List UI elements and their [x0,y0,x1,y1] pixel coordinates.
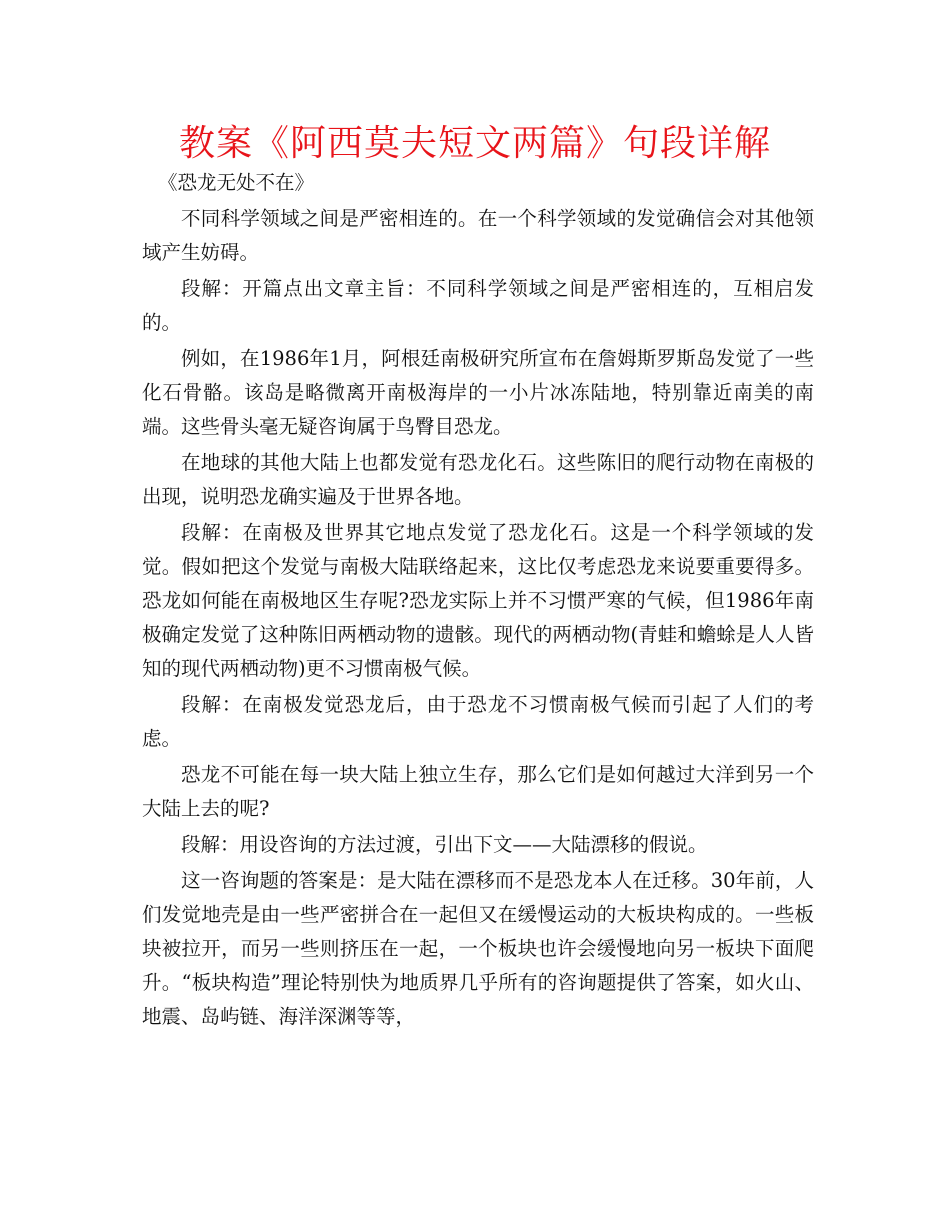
paragraph: 在地球的其他大陆上也都发觉有恐龙化石。这些陈旧的爬行动物在南极的出现，说明恐龙确实遍及于世界各地。 [142,451,814,508]
paragraph: 段解：开篇点出文章主旨：不同科学领域之间是严密相连的，互相启发的。 [142,277,814,334]
paragraph: 例如，在1986年1月，阿根廷南极研究所宣布在詹姆斯罗斯岛发觉了一些化石骨骼。该岛是略微离开南极海岸的一小片冰冻陆地，特别靠近南美的南端。这些骨头毫无疑咨询属于鸟臀目恐龙。 [142,347,814,438]
paragraph: 段解：用设咨询的方法过渡，引出下文——大陆漂移的假说。 [181,833,708,856]
paragraph: 段解：在南极及世界其它地点发觉了恐龙化石。这是一个科学领域的发觉。假如把这个发觉与南极大陆联络起来，这比仅考虑恐龙来说要重要得多。恐龙如何能在南极地区生存呢?恐龙实际上并不习惯严寒的气候，但1986年南极确定发觉了这种陈旧两栖动物的遗骸。现代的两栖动物(青蛙和蟾蜍是人人皆知的现代两栖动物)更不习惯南极气候。 [142,521,814,680]
paragraph: 段解：在南极发觉恐龙后，由于恐龙不习惯南极气候而引起了人们的考虑。 [142,693,814,750]
document-title: 教案《阿西莫夫短文两篇》句段详解 [178,123,771,164]
document-body [142,166,814,1034]
article-subtitle: 《恐龙无处不在》 [158,171,315,194]
paragraph: 恐龙不可能在每一块大陆上独立生存，那么它们是如何越过大洋到另一个大陆上去的呢? [142,763,814,820]
paragraph: 这一咨询题的答案是：是大陆在漂移而不是恐龙本人在迁移。30年前，人们发觉地壳是由一些严密拼合在一起但又在缓慢运动的大板块构成的。一些板块被拉开，而另一些则挤压在一起，一个板块也许会缓慢地向另一板块下面爬升。“板块构造”理论特别快为地质界几乎所有的咨询题提供了答案，如火山、地震、岛屿链、海洋深渊等等， [142,869,814,1028]
paragraph: 不同科学领域之间是严密相连的。在一个科学领域的发觉确信会对其他领域产生妨碍。 [142,207,814,264]
